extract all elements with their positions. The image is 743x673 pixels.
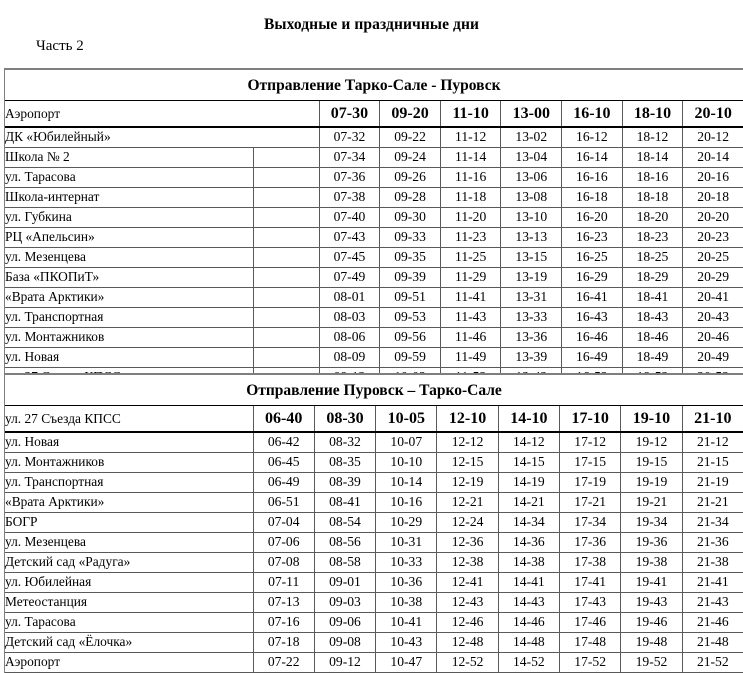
table-row (5, 207, 743, 227)
arrival-time-cell: 19-46 (621, 612, 682, 632)
arrival-time-cell: 19-12 (621, 432, 682, 452)
arrival-time-cell: 09-08 (314, 632, 375, 652)
arrival-time-cell: 10-41 (376, 612, 437, 632)
stop-name-cell: Аэропорт (5, 652, 253, 672)
arrival-time-cell: 19-43 (621, 592, 682, 612)
arrival-time-cell: 07-22 (253, 652, 314, 672)
arrival-time-cell: 17-36 (560, 532, 621, 552)
arrival-time-cell: 10-36 (376, 572, 437, 592)
arrival-time-cell: 20-46 (683, 327, 743, 347)
stop-name-cell: Школа-интернат (5, 187, 253, 207)
arrival-time-cell: 19-19 (621, 472, 682, 492)
arrival-time-cell: 12-43 (437, 592, 498, 612)
arrival-time-cell: 08-06 (319, 327, 380, 347)
arrival-time-cell: 11-14 (440, 147, 501, 167)
arrival-time-cell: 10-16 (376, 492, 437, 512)
arrival-time-cell: 11-16 (440, 167, 501, 187)
table-row (5, 147, 743, 167)
arrival-time-cell: 13-04 (501, 147, 562, 167)
arrival-time-cell: 14-36 (498, 532, 559, 552)
arrival-time-cell: 18-12 (622, 127, 683, 147)
arrival-time-cell: 08-03 (319, 307, 380, 327)
arrival-time-cell: 10-14 (376, 472, 437, 492)
departure-time-header-cell: 06-40 (253, 406, 314, 432)
spacer-cell (253, 247, 319, 267)
schedule-block-tarko-sale-purovsk (4, 68, 743, 388)
arrival-time-cell: 17-43 (560, 592, 621, 612)
arrival-time-cell: 16-43 (562, 307, 623, 327)
arrival-time-cell: 14-52 (498, 652, 559, 672)
stop-name-cell: Школа № 2 (5, 147, 253, 167)
arrival-time-cell: 13-15 (501, 247, 562, 267)
arrival-time-cell: 16-23 (562, 227, 623, 247)
arrival-time-cell: 21-19 (682, 472, 743, 492)
arrival-time-cell: 08-56 (314, 532, 375, 552)
spacer-cell (253, 227, 319, 247)
arrival-time-cell: 09-06 (314, 612, 375, 632)
part-label: Часть 2 (36, 38, 84, 54)
arrival-time-cell: 13-19 (501, 267, 562, 287)
arrival-time-cell: 18-20 (622, 207, 683, 227)
arrival-time-cell: 20-43 (683, 307, 743, 327)
departure-time-header-cell: 17-10 (560, 406, 621, 432)
stop-name-cell: ул. Новая (5, 347, 253, 367)
arrival-time-cell: 07-32 (319, 127, 380, 147)
arrival-time-cell: 14-15 (498, 452, 559, 472)
arrival-time-cell: 13-39 (501, 347, 562, 367)
arrival-time-cell: 09-28 (380, 187, 441, 207)
stop-name-cell: «Врата Арктики» (5, 492, 253, 512)
arrival-time-cell: 19-52 (621, 652, 682, 672)
arrival-time-cell: 14-43 (498, 592, 559, 612)
spacer-cell (253, 267, 319, 287)
arrival-time-cell: 13-31 (501, 287, 562, 307)
arrival-time-cell: 11-29 (440, 267, 501, 287)
table-row (5, 632, 743, 652)
arrival-time-cell: 11-20 (440, 207, 501, 227)
stop-name-cell: ул. Новая (5, 432, 253, 452)
arrival-time-cell: 16-20 (562, 207, 623, 227)
arrival-time-cell: 13-10 (501, 207, 562, 227)
stop-name-cell: ДК «Юбилейный» (5, 127, 319, 147)
arrival-time-cell: 07-13 (253, 592, 314, 612)
arrival-time-cell: 07-11 (253, 572, 314, 592)
arrival-time-cell: 16-29 (562, 267, 623, 287)
spacer-cell (253, 287, 319, 307)
arrival-time-cell: 14-41 (498, 572, 559, 592)
arrival-time-cell: 21-38 (682, 552, 743, 572)
spacer-cell (253, 147, 319, 167)
arrival-time-cell: 08-58 (314, 552, 375, 572)
stop-name-cell: ул. Мезенцева (5, 532, 253, 552)
arrival-time-cell: 09-59 (380, 347, 441, 367)
stop-name-cell: Детский сад «Радуга» (5, 552, 253, 572)
table-row (5, 492, 743, 512)
arrival-time-cell: 07-08 (253, 552, 314, 572)
arrival-time-cell: 20-29 (683, 267, 743, 287)
arrival-time-cell: 09-22 (380, 127, 441, 147)
arrival-time-cell: 11-23 (440, 227, 501, 247)
spacer-cell (253, 207, 319, 227)
arrival-time-cell: 21-46 (682, 612, 743, 632)
schedule-block-purovsk-tarko-sale (4, 373, 743, 673)
arrival-time-cell: 07-45 (319, 247, 380, 267)
arrival-time-cell: 20-23 (683, 227, 743, 247)
stop-name-cell: ул. Тарасова (5, 612, 253, 632)
departure-time-header-cell: 14-10 (498, 406, 559, 432)
arrival-time-cell: 07-38 (319, 187, 380, 207)
departure-time-header-cell: 18-10 (622, 101, 683, 127)
arrival-time-cell: 14-38 (498, 552, 559, 572)
arrival-time-cell: 10-29 (376, 512, 437, 532)
arrival-time-cell: 07-16 (253, 612, 314, 632)
arrival-time-cell: 12-48 (437, 632, 498, 652)
arrival-time-cell: 09-35 (380, 247, 441, 267)
table-row (5, 652, 743, 672)
table-row (5, 101, 743, 127)
arrival-time-cell: 20-20 (683, 207, 743, 227)
arrival-time-cell: 12-12 (437, 432, 498, 452)
arrival-time-cell: 16-46 (562, 327, 623, 347)
arrival-time-cell: 16-41 (562, 287, 623, 307)
table-row (5, 227, 743, 247)
stop-name-cell: Аэропорт (5, 101, 319, 127)
table-row (5, 512, 743, 532)
arrival-time-cell: 06-51 (253, 492, 314, 512)
stop-name-cell: БОГР (5, 512, 253, 532)
arrival-time-cell: 06-42 (253, 432, 314, 452)
arrival-time-cell: 11-49 (440, 347, 501, 367)
arrival-time-cell: 09-30 (380, 207, 441, 227)
arrival-time-cell: 19-36 (621, 532, 682, 552)
arrival-time-cell: 13-33 (501, 307, 562, 327)
arrival-time-cell: 17-19 (560, 472, 621, 492)
arrival-time-cell: 20-16 (683, 167, 743, 187)
table-row (5, 592, 743, 612)
arrival-time-cell: 14-12 (498, 432, 559, 452)
table-row (5, 267, 743, 287)
arrival-time-cell: 09-33 (380, 227, 441, 247)
arrival-time-cell: 17-21 (560, 492, 621, 512)
arrival-time-cell: 17-12 (560, 432, 621, 452)
arrival-time-cell: 10-43 (376, 632, 437, 652)
arrival-time-cell: 07-43 (319, 227, 380, 247)
stop-name-cell: Детский сад «Ёлочка» (5, 632, 253, 652)
arrival-time-cell: 18-46 (622, 327, 683, 347)
stop-name-cell: ул. Транспортная (5, 307, 253, 327)
arrival-time-cell: 20-41 (683, 287, 743, 307)
arrival-time-cell: 11-46 (440, 327, 501, 347)
arrival-time-cell: 17-48 (560, 632, 621, 652)
arrival-time-cell: 09-53 (380, 307, 441, 327)
arrival-time-cell: 07-04 (253, 512, 314, 532)
stop-name-cell: «Врата Арктики» (5, 287, 253, 307)
arrival-time-cell: 09-12 (314, 652, 375, 672)
stop-name-cell: ул. Тарасова (5, 167, 253, 187)
arrival-time-cell: 12-19 (437, 472, 498, 492)
arrival-time-cell: 18-49 (622, 347, 683, 367)
arrival-time-cell: 17-46 (560, 612, 621, 632)
arrival-time-cell: 19-15 (621, 452, 682, 472)
arrival-time-cell: 08-01 (319, 287, 380, 307)
arrival-time-cell: 12-24 (437, 512, 498, 532)
arrival-time-cell: 18-29 (622, 267, 683, 287)
arrival-time-cell: 14-34 (498, 512, 559, 532)
arrival-time-cell: 17-38 (560, 552, 621, 572)
arrival-time-cell: 07-36 (319, 167, 380, 187)
table-row (5, 127, 743, 147)
arrival-time-cell: 20-25 (683, 247, 743, 267)
schedule-table-purovsk-tarko-sale (5, 406, 743, 673)
arrival-time-cell: 20-12 (683, 127, 743, 147)
page-header (0, 0, 743, 68)
arrival-time-cell: 09-03 (314, 592, 375, 612)
arrival-time-cell: 13-13 (501, 227, 562, 247)
arrival-time-cell: 10-31 (376, 532, 437, 552)
table-row (5, 552, 743, 572)
arrival-time-cell: 09-39 (380, 267, 441, 287)
table-row (5, 612, 743, 632)
arrival-time-cell: 08-54 (314, 512, 375, 532)
arrival-time-cell: 19-48 (621, 632, 682, 652)
arrival-time-cell: 16-25 (562, 247, 623, 267)
arrival-time-cell: 16-16 (562, 167, 623, 187)
arrival-time-cell: 10-47 (376, 652, 437, 672)
arrival-time-cell: 20-14 (683, 147, 743, 167)
arrival-time-cell: 18-23 (622, 227, 683, 247)
spacer-cell (253, 307, 319, 327)
arrival-time-cell: 16-12 (562, 127, 623, 147)
arrival-time-cell: 19-41 (621, 572, 682, 592)
stop-name-cell: База «ПКОПиТ» (5, 267, 253, 287)
stop-name-cell: ул. Юбилейная (5, 572, 253, 592)
table-row (5, 247, 743, 267)
stop-name-cell: ул. Мезенцева (5, 247, 253, 267)
arrival-time-cell: 21-21 (682, 492, 743, 512)
arrival-time-cell: 14-19 (498, 472, 559, 492)
arrival-time-cell: 19-34 (621, 512, 682, 532)
arrival-time-cell: 21-52 (682, 652, 743, 672)
arrival-time-cell: 07-40 (319, 207, 380, 227)
page-title: Выходные и праздничные дни (263, 16, 480, 33)
table-row (5, 307, 743, 327)
arrival-time-cell: 13-36 (501, 327, 562, 347)
departure-time-header-cell: 16-10 (562, 101, 623, 127)
stop-name-cell: ул. 27 Съезда КПСС (5, 406, 253, 432)
spacer-cell (253, 187, 319, 207)
departure-time-header-cell: 07-30 (319, 101, 380, 127)
departure-time-header-cell: 08-30 (314, 406, 375, 432)
arrival-time-cell: 11-43 (440, 307, 501, 327)
arrival-time-cell: 12-21 (437, 492, 498, 512)
arrival-time-cell: 08-39 (314, 472, 375, 492)
arrival-time-cell: 10-07 (376, 432, 437, 452)
arrival-time-cell: 09-56 (380, 327, 441, 347)
arrival-time-cell: 07-49 (319, 267, 380, 287)
arrival-time-cell: 16-14 (562, 147, 623, 167)
schedule-title: Отправление Тарко-Сале - Пуровск (5, 70, 743, 101)
arrival-time-cell: 12-15 (437, 452, 498, 472)
arrival-time-cell: 07-34 (319, 147, 380, 167)
arrival-time-cell: 08-09 (319, 347, 380, 367)
arrival-time-cell: 10-38 (376, 592, 437, 612)
arrival-time-cell: 20-18 (683, 187, 743, 207)
arrival-time-cell: 20-49 (683, 347, 743, 367)
schedule-table-tarko-sale-purovsk (5, 101, 743, 388)
arrival-time-cell: 17-34 (560, 512, 621, 532)
arrival-time-cell: 11-12 (440, 127, 501, 147)
arrival-time-cell: 09-26 (380, 167, 441, 187)
spacer-cell (253, 327, 319, 347)
stop-name-cell: ул. Монтажников (5, 452, 253, 472)
departure-time-header-cell: 19-10 (621, 406, 682, 432)
table-row (5, 432, 743, 452)
arrival-time-cell: 21-34 (682, 512, 743, 532)
arrival-time-cell: 08-41 (314, 492, 375, 512)
arrival-time-cell: 14-48 (498, 632, 559, 652)
arrival-time-cell: 18-41 (622, 287, 683, 307)
arrival-time-cell: 19-21 (621, 492, 682, 512)
arrival-time-cell: 12-38 (437, 552, 498, 572)
arrival-time-cell: 19-38 (621, 552, 682, 572)
spacer-cell (253, 167, 319, 187)
arrival-time-cell: 13-06 (501, 167, 562, 187)
table-row (5, 347, 743, 367)
arrival-time-cell: 08-32 (314, 432, 375, 452)
stop-name-cell: ул. Транспортная (5, 472, 253, 492)
arrival-time-cell: 21-12 (682, 432, 743, 452)
departure-time-header-cell: 20-10 (683, 101, 743, 127)
arrival-time-cell: 09-01 (314, 572, 375, 592)
arrival-time-cell: 12-41 (437, 572, 498, 592)
stop-name-cell: ул. Монтажников (5, 327, 253, 347)
arrival-time-cell: 08-35 (314, 452, 375, 472)
table-row (5, 187, 743, 207)
stop-name-cell: Метеостанция (5, 592, 253, 612)
arrival-time-cell: 21-36 (682, 532, 743, 552)
arrival-time-cell: 18-25 (622, 247, 683, 267)
arrival-time-cell: 10-10 (376, 452, 437, 472)
arrival-time-cell: 18-16 (622, 167, 683, 187)
arrival-time-cell: 18-43 (622, 307, 683, 327)
arrival-time-cell: 09-51 (380, 287, 441, 307)
arrival-time-cell: 11-41 (440, 287, 501, 307)
table-row (5, 406, 743, 432)
spacer-cell (253, 347, 319, 367)
stop-name-cell: ул. Губкина (5, 207, 253, 227)
arrival-time-cell: 14-46 (498, 612, 559, 632)
table-row (5, 452, 743, 472)
arrival-time-cell: 16-49 (562, 347, 623, 367)
arrival-time-cell: 11-25 (440, 247, 501, 267)
departure-time-header-cell: 10-05 (376, 406, 437, 432)
departure-time-header-cell: 21-10 (682, 406, 743, 432)
table-row (5, 572, 743, 592)
arrival-time-cell: 06-49 (253, 472, 314, 492)
arrival-time-cell: 16-18 (562, 187, 623, 207)
arrival-time-cell: 13-02 (501, 127, 562, 147)
departure-time-header-cell: 12-10 (437, 406, 498, 432)
arrival-time-cell: 18-18 (622, 187, 683, 207)
arrival-time-cell: 11-18 (440, 187, 501, 207)
arrival-time-cell: 06-45 (253, 452, 314, 472)
arrival-time-cell: 21-43 (682, 592, 743, 612)
table-row (5, 167, 743, 187)
arrival-time-cell: 13-08 (501, 187, 562, 207)
departure-time-header-cell: 11-10 (440, 101, 501, 127)
arrival-time-cell: 12-52 (437, 652, 498, 672)
arrival-time-cell: 17-41 (560, 572, 621, 592)
arrival-time-cell: 17-52 (560, 652, 621, 672)
table-row (5, 327, 743, 347)
arrival-time-cell: 14-21 (498, 492, 559, 512)
arrival-time-cell: 21-15 (682, 452, 743, 472)
stop-name-cell: РЦ «Апельсин» (5, 227, 253, 247)
arrival-time-cell: 18-14 (622, 147, 683, 167)
table-row (5, 287, 743, 307)
arrival-time-cell: 21-41 (682, 572, 743, 592)
arrival-time-cell: 17-15 (560, 452, 621, 472)
schedule-title: Отправление Пуровск – Тарко-Сале (5, 375, 743, 406)
arrival-time-cell: 07-18 (253, 632, 314, 652)
arrival-time-cell: 21-48 (682, 632, 743, 652)
arrival-time-cell: 07-06 (253, 532, 314, 552)
table-row (5, 532, 743, 552)
departure-time-header-cell: 13-00 (501, 101, 562, 127)
arrival-time-cell: 12-36 (437, 532, 498, 552)
arrival-time-cell: 10-33 (376, 552, 437, 572)
departure-time-header-cell: 09-20 (380, 101, 441, 127)
table-row (5, 472, 743, 492)
arrival-time-cell: 09-24 (380, 147, 441, 167)
arrival-time-cell: 12-46 (437, 612, 498, 632)
